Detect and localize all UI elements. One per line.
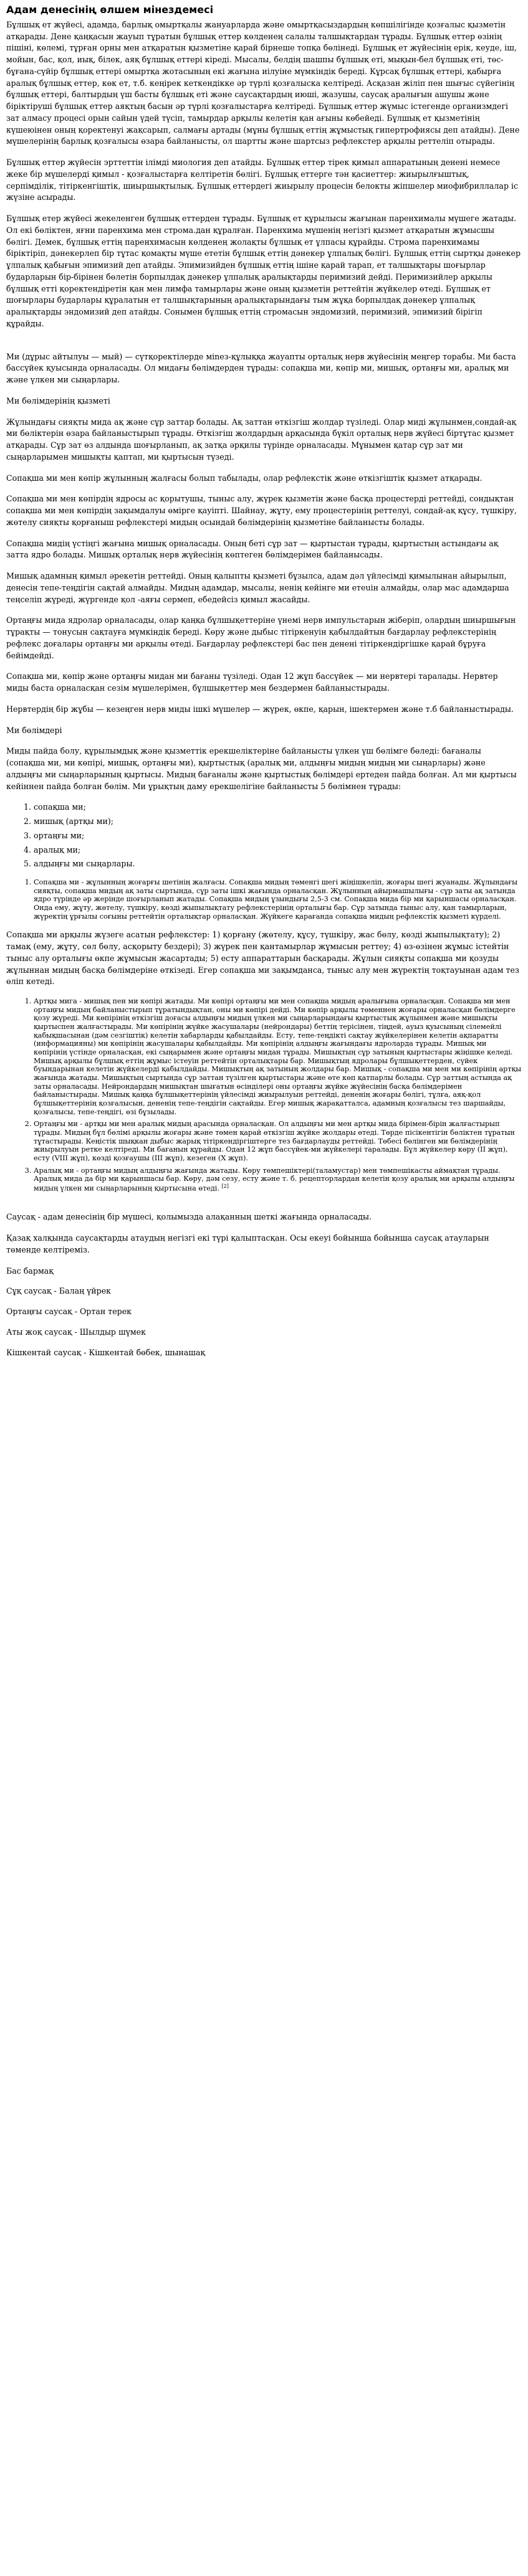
- paragraph: Сопақша ми, көпір және ортаңғы мидан ми бағаны түзіледі. Одан 12 жұп бассүйек — ми нервтері таралады. Нервтер миды баста орналасқан сезім мүшелерімен, бұлшықеттер мен бездермен байланыстырады.: [6, 671, 498, 693]
- paragraph: Нервтердің бір жұбы — кезеңген нерв миды ішкі мүшелер — жүрек, өкпе, қарын, ішектермен және т.б байланыстырады.: [6, 704, 514, 714]
- paragraph: Сопақша ми мен көпірдің ядросы ас қорытушы, тыныс алу, жүрек қызметін және басқа процестерді реттейді, сондықтан сопақша ми мен көпірдің зақымдалуы өмірге қауіпті. Шайнау, жұту, ему процестерінің реттелуі, сондай-ақ құсу, түшкіру, жөтелу сияқты қорғаныш рефлекстері мидың осындай бөлімдерінің қызметіне байланысты болады.: [6, 494, 517, 527]
- finger-name-item: Сұқ саусақ - Балаң үйрек: [6, 1286, 112, 1296]
- paragraph: Жұлындағы сияқты мида ақ және сұр заттар болады. Ақ заттан өткізгіш жолдар түзіледі. Олар миді жұлынмен,сондай-ақ ми бөліктерін өзара байланыстырып тұрады. Өткізгіш жолдардың арқасында бүкіл орталық нерв жүйесі біртұтас қызмет атқарады. Сұр зат өз алдында шоғырланып, ақ затқа әрқилы түрінде орналасады. Мұнымен қатар сұр зат ми сыңарларымен мишықты қаптап, ми қыртысын түзеді.: [6, 417, 517, 462]
- brain-parts-list: [6, 802, 522, 870]
- paragraph: Ми (дұрыс айтылуы — мый) — сүтқоректілерде міnез-құлыққа жауапты орталық нерв жүйесінің меңгер торабы. Ми баста бассүйек қуысында орналасады. Ол мидағы бөлімдерден тұрады: сопақша ми, көпір ми, мишық, ортаңғы ми, аралық ми және үлкен ми сыңарлары.: [6, 351, 516, 385]
- section-heading: Ми бөлімдерінің қызметі: [6, 395, 110, 405]
- list-item: 3. ортаңғы ми;: [34, 830, 522, 842]
- section-heading: Ми бөлімдері: [6, 725, 62, 735]
- paragraph: Сопақша мидің үстіңгі жағына мишық орналасады. Оның беті сұр зат — қыртыстан тұрады, қыртыстың астындағы ақ затта ядро болады. Мишық орталық нерв жүйесінің көптеген бөлімдерімен байланысады.: [6, 538, 499, 560]
- paragraph: Миды пайда болу, құрылымдық және қызметтік ерекшеліктеріне байланысты үлкен үш бөлімге бөледі: бағаналы (сопақша ми, ми көпірі, мишық, ортаңғы ми), қыртыстық (аралық ми, алдыңғы мидың мидың ми сыңарлары) және алдыңғы ми сыңарларының қыртысы. Мидың бағаналы және қыртыстық бөлімдері ертеден пайда болған. Ал ми қыртысы кейіннен пайда болған бөлім. Ми ұрықтың даму ерекшелігіне байланысты 5 бөлімнен тұрады:: [6, 746, 517, 791]
- list-item-text: Аралық ми - ортаңғы мидың алдыңғы жағында жатады. Көру төмпешіктері(таламустар) мен төмпешікасты аймақтан тұрады. Аралық мида да бір ми қарыншасы бар. Көру, дәм сезу, есту және т. б. рецепторлардан келетін қозу аралық ми арқылы алдыңғы мидың үлкен ми сыңарларының қыртысына өтеді.: [34, 1166, 515, 1193]
- finger-names-list: [6, 1266, 522, 1359]
- finger-name-item: Ортаңғы саусақ - Ортан терек: [6, 1307, 132, 1316]
- finger-name-item: Бас бармақ: [6, 1266, 54, 1276]
- paragraph: Саусақ - адам денесінің бір мүшесі, қолымызда алақанның шеткі жағында орналасады.: [6, 1212, 372, 1222]
- list-item: 5. алдыңғы ми сыңарлары.: [34, 858, 522, 870]
- paragraph: Ортаңғы мида ядролар орналасады, олар қаңқа бұлшықеттеріне үнемі нерв импульстарын жіберіп, олардың шиыршығын тұрақты — тонусын сақтауға мүмкіндік береді. Көру және дыбыс тітіркенуін қабылдайтын бағдарлау рефлекстерінің рефлекс доғалары ортаңғы ми арқылы өтеді. Бағдарлау рефлекстері бас пен денені тітіркендіргішке қарай бұруға бейімдейді.: [6, 615, 516, 660]
- paragraph: Сопақша ми арқылы жүзеге асатын рефлекстер: 1) қорғану (жөтелу, құсу, түшкіру, жас бөлу, көзді жыпылықтату); 2) тамақ (ему, жұту, сөл бөлу, асқорыту бездері); 3) жүрек пен қантамырлар жұмысын реттеу; 4) өз-өзінен жұмыс істейтін тыныс алу орталығы өкпе жұмысын жасартады; 5) есту аппараттарын басқарады. Жұлын сияқты сопақша ми қозуды жұлыннан мидың басқа бөлімдеріне өткізеді. Егер сопақша ми зақымданса, тыныс алу мен жүректің тоқтауынан адам тез өліп кетеді.: [6, 930, 519, 987]
- paragraph: Сопақша ми мен көпір жұлынның жалғасы болып табылады, олар рефлекстік және өткізгіштік қызмет атқарады.: [6, 473, 482, 483]
- page-title: Адам денесінің өлшем мінездемесі: [6, 4, 214, 16]
- list-item: 1. Артқы мига - мишық пен ми көпірі жатады. Ми көпірі ортаңғы ми мен сопақша мидың аралығына орналасқан. Сопақша ми мен ортаңғы мидың байланыстырып тұратындықтан, оны ми көпірі дейді. Ми көпір арқылы төменнен жоғары орналасқан бөлімдерге қозу жүреді. Ми көпірінің өткізгіш доғасы алдыңғы мидың үлкен ми сыңарларындағы қыртыстық жұлынмен және мишықты қыртыспен жалғастырады. Ми көпірінің жүйке жасушалары (нейрондары) беттің терісінен, тіңдей, ауыз қуысының сілемейлі қабықшасынан (дәм сезгіштік) келетін хабарларды қабылдайды. Есту, тепе-теңдікті сақтау жүйкелерінен келетін ақпаратты (информацияны) ми көпірінің жасушалары қабылдайды. Ми көпірінің алдыңғы жағындағы ядроларда тұрады. Мишық ми көпірінің үстінде орналасқан, екі сыңарымен және ортаңғы мидан тұрады. Мишықтың сұр затының қыртыстары жіңішке келеді. Мишық арқылы бұлшық еттің жұмыс істеуін реттейтін орталықтары бар. Мишықтың ядролары бұлшықеттерден, сүйек буындарынан келетін жүйкелерді қабылдайды. Мишықтың ақ затының жолдары бар. Мишық - сопақша ми мен ми көпірінің артқы жағында жатады. Мишықтың сыртында сұр заттан түзілген қыртыстары және өте көп қатпарлы болады. Сұр заттың астында ақ заты орналасады. Нейрондардың мишықтан шығатын өсінділері оны ортаңғы жүйке жүйесінің басқа бөлімдерімен байланыстырады. Мишық қаңқа бұлшықеттерінің үйлесімді жиырылуын реттейді, дененің жоғары бөлігі, тұлға, аяқ-қол бұлшықеттерінің қозғалысын, дененің тепе-теңдігін сақтайды. Егер мишық жарақатталса, адамның қозғалысы тез шаршайды, қозғалысы, тепе-теңдігі, өзі бұзылады.: [34, 997, 522, 1116]
- finger-name-item: Кішкентай саусақ - Кішкентай бөбек, шынашақ: [6, 1347, 206, 1357]
- paragraph: Қазақ халқында саусақтарды атаудың негізгі екі түрі қалыптасқан. Осы екеуі бойынша бойынша саусақ атауларын төменде келтіреміз.: [6, 1233, 489, 1254]
- paragraph: Бұлшық ет жүйесі, адамда, барлық омыртқалы жануарларда жәнe омыртқасыздардың көпшілігінде қозғалыс қызметін атқарады. Дене қаңқасын жауып тұратын бұлшық еттер көлденең салалы талшықтардан тұрады. Бұлшық еттер өзінің пішіні, көлемі, тұрған орны мен атқаратын қызметіне қарай бірнеше топқа бөлінеді. Бұлшық ет жүйесінің ерік, кеудe, іш, мойын, бас, қол, иық, білек, аяқ бұлшық еттері кіреді. Мысалы, белдің шашпы бұлшық еті, мықын-бел бұлшық еті, төс-бұғана-сүйір бұлшық еттері омыртқа жотасының екі жағына иілуіне мүмкіндік береді. Кұрсақ бұлшық еттері, қабырға аралық бұлшық еттер, көк ет, т.б. кеңірек кеткендікке әр түрлі қозғалыска келтіреді. Асқазан жіліп пен шығыс сүйегінің бұлшық еттері, балтырдың үш басты бұлшық еті және саусақтардың июші, жазушы, саусақ аралығын ашушы және біріктіруші бұлшық еттер аяқтың басын әр түрлі қозғалыстарға келтіреді. Бұлшық еттер жүмыс істегенде организмдегі зат алмасу процесі орын сайын үдей түсіп, тамырдар арқылы келетін қан ағыны көбейеді. Бұлшық ет қызметінің күшеюінен оның қоректенуі жақсарып, салмағы артады (мұны бұлшық еттің жұмыстық гипертрофиясы деп атайды). Дене мүшелерінің барлық қозғалысы өзара байланысты, ол шартты және шартсыз рефлекстер арқылы реттеліп отырады.: [6, 19, 520, 146]
- paragraph: Бұлшық етер жүйесі жекеленген бұлшық еттерден тұрады. Бұлшық ет құрылысы жағынан паренхималы мүшеге жатады. Ол екі бөліктен, яғни паренхима мен строма.дан құралған. Паренхима мүшенің негізгі қызмет атқаратын жұмысшы бөлігі. Демек, бұлшық еттің паренхимасын көлденең жолақты бұлшық ет ұлпасы құрайды. Строма паренхимамы біріктіріп, дәнекерлеп бір тұтас қомақты мүше ететін бұлшық еттің дәнекер ұлпалық бөлігі. Бұлшық еттің сыртқы дәнекер ұлпалық қабығын эпимизий деп атайды. Эпимизийден бұлшық еттің ішіне қарай тарап, ет талшықтары шоғырлар бударларын бір-бірінен бөлетін борпылдақ дәнекер ұлпалық аралықтарды перимизий дейді. Перимизийлер арқылы бұлшық етті қоректендіретін қан мен лимфа тамырлары және оның қызметін реттейтін жүйкелер өтеді. Бұлшық ет шоғырлары бударлары құралатын ет талшықтарының аралықтарындағы тым жұқа борпылдақ дәнекер ұлпалық аралықтарды эндомизий деп атайды. Сонымен бұлшық еттің стромасын эндомизий, перимизий, эпимизий бірігіп құрайды.: [6, 214, 521, 328]
- brain-detail-list: [6, 997, 522, 1193]
- medulla-list: [6, 878, 522, 921]
- list-item: 1. сопақша ми;: [34, 802, 522, 813]
- paragraph: Бұлшық еттер жүйесін эрттеттін ілімді миология деп атайды. Бұлшық еттер тірек қимыл аппаратының денені немесе жеке бір мүшелердi қимыл - қозғалыстарға келтіретін бөлігі. Бұлшық еттерге тән қасиеттер: жиырылғыштық, серпімділік, тітіркенгіштік, шиыршықтылық. Бұлшық еттердегі жиырылу процесін белокты жіпшелер миофибриллалар іс жүзіне асырады.: [6, 158, 519, 202]
- list-item: [34, 1167, 522, 1193]
- list-item: 1. Сопақша ми - жұлынның жоғарғы шетінің жалғасы. Сопақша мидың төменгі шегі жіңішкеліп, жоғары шегі жуанады. Жұлындағы сияқты, сопақша мидың ақ заты сыртында, сұр заты ішкі жағында орналасқан. Жұлынның айырмашылығы - сұр заты ақ затында ядро түрінде әр жерінде шоғырланып жатады. Сопақша мидың ұзындығы 2,5-3 см. Сопақша мида бір ми қарыншасы орналасқан. Онда ему, жұту, жөтелу, түшкіру, көзді жыпылықтату рефлекстерінің орталығы бар. Сұр затында тыныс алу, қан тамырларын, жүректің ұрғылы соғыны реттейтін орталықтар орналасқан. Жүйкеге қарағанда сопақша мидың рефлекстік қызметі күрделі.: [34, 878, 522, 921]
- list-item: 4. аралық ми;: [34, 845, 522, 856]
- paragraph: Мишық адамның қимыл әрекетін реттейді. Оның қалыпты қызметі бұзылса, адам дәл үйлесімді қимылынан айырылып, денесін тепе-теңдігін сақтай алмайды. Мидың адамдар, мысалы, ненің кейінге ми етeuін алмайды, олар мас адамдарша теңселіп жүреді, жүргенде қол -аяғы сермеп, ебедейсіз қимыл жасайды.: [6, 571, 509, 604]
- list-item: 2. Ортаңғы ми - артқы ми мен аралық мидың арасында орналасқан. Ол алдыңғы ми мен артқы мида бірімен-бірін жалғастырып тұрады. Мидың бұл бөлімі арқылы жоғары және төмен қарай өткізгіш жүйке жолдары өтеді. Төрде пісікентігін бөліктен тұратын тұтастырады. Кеңістік шықкан дыбыс жарық тітіркендіргіштерге тез бағдарлауды реттейді. Төбесі бөлінген ми бөлімдерінің жиырылуын ретке келтіреді. Ми бағанын құрайды. Одан 12 жұп бассүйек-ми жүйкелері таралады. Бұл жүйкелер көру (II жұп), есту (VIII жұп), көзді қозғаушы (III жұп), кезеген (X жұп).: [34, 1120, 522, 1162]
- list-item: 2. мишық (артқы ми);: [34, 816, 522, 828]
- finger-name-item: Аты жоқ саусақ - Шылдыр шүмек: [6, 1327, 146, 1337]
- reference-marker[interactable]: [2]: [221, 1183, 229, 1189]
